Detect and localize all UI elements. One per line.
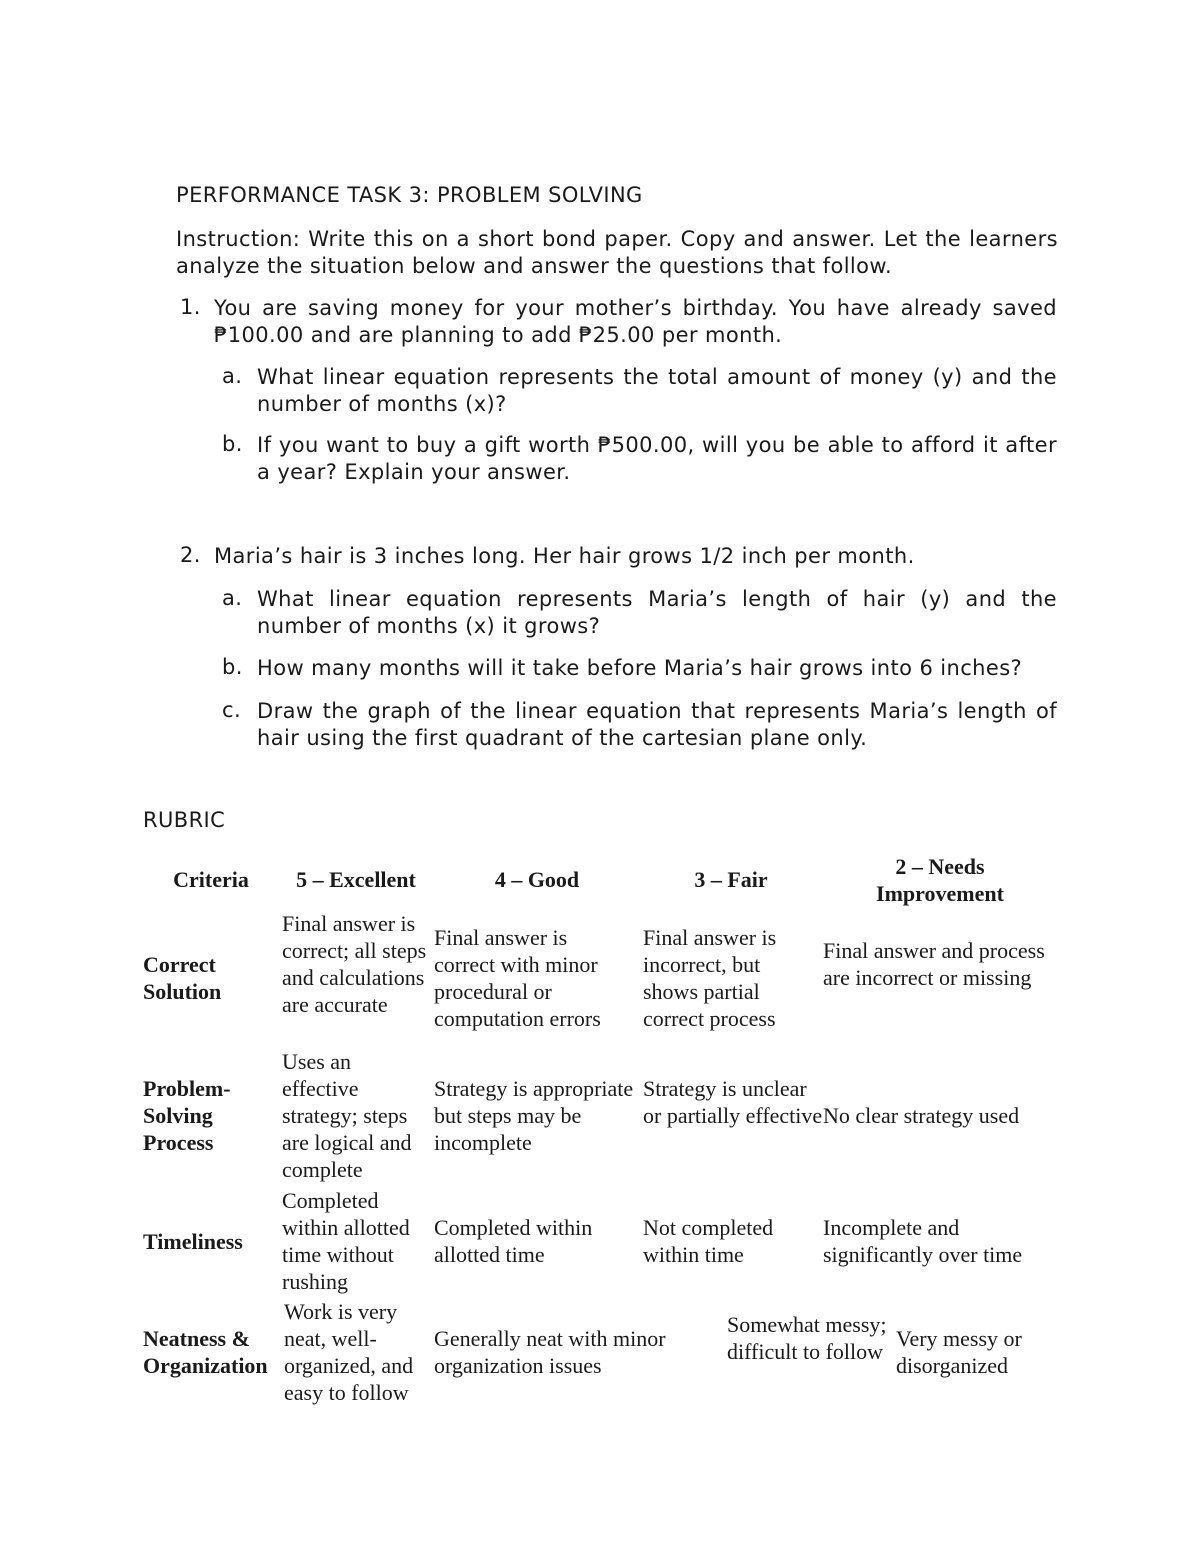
subquestion-letter: c.: [222, 698, 242, 722]
subquestion-text-line: What linear equation represents Maria’s length of hair (y) and the: [257, 587, 1057, 611]
row-criterion: Problem-Solving Process: [143, 1076, 231, 1155]
question-number: 1.: [180, 295, 201, 319]
subquestion-text-line: number of months (x) it grows?: [257, 614, 601, 638]
question-text-line: ₱100.00 and are planning to add ₱25.00 per month.: [214, 323, 783, 347]
row-criterion: Neatness & Organization: [143, 1326, 268, 1378]
header-fair: 3 – Fair: [694, 867, 768, 892]
instruction-text: Instruction: Write this on a short bond paper. Copy and answer. Let the learners analyze the situation below and answer the questions that follow.: [176, 227, 1058, 278]
table-cell: Uses an effective strategy; steps are logical and complete: [282, 1049, 412, 1182]
row-criterion: Timeliness: [143, 1229, 243, 1254]
table-cell: No clear strategy used: [823, 1103, 1020, 1128]
subquestion-letter: a.: [222, 586, 243, 610]
table-cell: Strategy is appropriate but steps may be incomplete: [434, 1076, 634, 1155]
table-cell: Not completed within time: [643, 1215, 774, 1267]
table-cell: Incomplete and significantly over time: [823, 1215, 1023, 1267]
question-text-line: You are saving money for your mother’s birthday. You have already saved: [214, 296, 1057, 320]
table-cell: Completed within allotted time: [434, 1215, 593, 1267]
question-text-line: Maria’s hair is 3 inches long. Her hair grows 1/2 inch per month.: [214, 544, 915, 568]
header-needs-improvement: 2 – Needs Improvement: [876, 854, 1004, 906]
header-good: 4 – Good: [494, 867, 580, 892]
row-criterion: Correct Solution: [143, 952, 222, 1004]
header-criteria: Criteria: [173, 867, 249, 892]
table-cell: Somewhat messy; difficult to follow: [727, 1312, 887, 1364]
header-excellent: 5 – Excellent: [296, 867, 416, 892]
subquestion-text-line: Draw the graph of the linear equation that represents Maria’s length of: [257, 699, 1057, 723]
subquestion-text-line: What linear equation represents the total amount of money (y) and the: [257, 365, 1057, 389]
table-cell: Work is very neat, well-organized, and easy to follow: [284, 1299, 414, 1405]
table-cell: Strategy is unclear or partially effective: [643, 1076, 823, 1128]
subquestion-text-line: hair using the first quadrant of the cartesian plane only.: [257, 726, 868, 750]
table-cell: Generally neat with minor organization issues: [434, 1326, 666, 1378]
subquestion-letter: b.: [222, 655, 243, 679]
table-cell: Completed within allotted time without rushing: [282, 1188, 410, 1294]
question-number: 2.: [180, 543, 201, 567]
table-cell: Final answer is correct with minor procedural or computation errors: [434, 925, 601, 1031]
page-title: PERFORMANCE TASK 3: PROBLEM SOLVING: [176, 183, 643, 207]
table-cell: Final answer is correct; all steps and calculations are accurate: [282, 911, 427, 1017]
subquestion-letter: a.: [222, 364, 243, 388]
subquestion-text-line: a year? Explain your answer.: [257, 460, 571, 484]
rubric-heading: RUBRIC: [143, 808, 226, 832]
subquestion-text-line: If you want to buy a gift worth ₱500.00, will you be able to afford it after: [257, 433, 1057, 457]
subquestion-text-line: How many months will it take before Maria’s hair grows into 6 inches?: [257, 656, 1023, 680]
table-cell: Final answer is incorrect, but shows partial correct process: [643, 925, 777, 1031]
subquestion-text-line: number of months (x)?: [257, 392, 507, 416]
table-cell: Very messy or disorganized: [896, 1326, 1022, 1378]
table-cell: Final answer and process are incorrect or missing: [823, 938, 1045, 990]
subquestion-letter: b.: [222, 432, 243, 456]
